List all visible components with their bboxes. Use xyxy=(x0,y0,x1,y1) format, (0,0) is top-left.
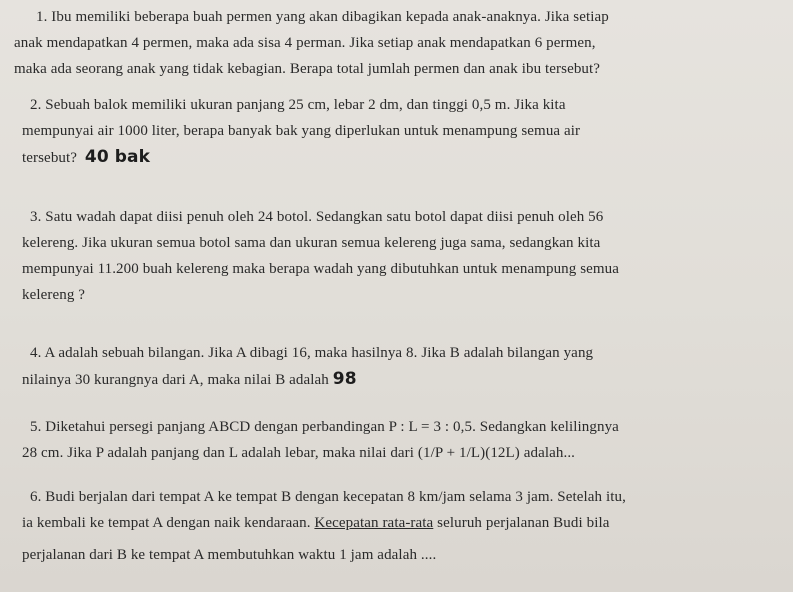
question-3-line-3: mempunyai 11.200 buah kelereng maka berapa wadah yang dibutuhkan untuk menampung semua xyxy=(22,261,620,277)
question-6-line-3: perjalanan dari B ke tempat A membutuhkan waktu 1 jam adalah .... xyxy=(22,547,437,563)
question-4-line-2 xyxy=(22,366,782,393)
question-4-line-1: 4. A adalah sebuah bilangan. Jika A dibagi 16, maka hasilnya 8. Jika B adalah bilangan yang xyxy=(30,345,594,361)
question-4-line-2-text: nilainya 30 kurangnya dari A, maka nilai B adalah xyxy=(22,372,329,388)
question-6-line-2 xyxy=(22,510,792,536)
question-1 xyxy=(14,4,784,82)
question-1-line-1: 1. Ibu memiliki beberapa buah permen yang akan dibagikan kepada anak-anaknya. Jika setiap xyxy=(36,9,609,25)
question-3 xyxy=(22,204,782,308)
question-4 xyxy=(22,340,782,393)
question-3-line-4: kelereng ? xyxy=(22,287,86,303)
question-2-line-3 xyxy=(22,144,782,171)
question-5 xyxy=(22,414,782,466)
question-2-line-1: 2. Sebuah balok memiliki ukuran panjang 25 cm, lebar 2 dm, dan tinggi 0,5 m. Jika kita xyxy=(30,97,566,113)
question-6-line-2-after: seluruh perjalanan Budi bila xyxy=(433,515,610,531)
question-5-line-2: 28 cm. Jika P adalah panjang dan L adalah lebar, maka nilai dari (1/P + 1/L)(12L) adalah... xyxy=(22,445,576,461)
question-1-line-2: anak mendapatkan 4 permen, maka ada sisa 4 perman. Jika setiap anak mendapatkan 6 permen, xyxy=(14,35,596,51)
question-6-line-1: 6. Budi berjalan dari tempat A ke tempat B dengan kecepatan 8 km/jam selama 3 jam. Setelah itu, xyxy=(30,489,626,505)
question-3-line-1: 3. Satu wadah dapat diisi penuh oleh 24 botol. Sedangkan satu botol dapat diisi penuh oleh 56 xyxy=(30,209,604,225)
question-6 xyxy=(22,484,792,568)
question-2-line-2: mempunyai air 1000 liter, berapa banyak bak yang diperlukan untuk menampung semua air xyxy=(22,123,581,139)
question-1-line-3: maka ada seorang anak yang tidak kebagian. Berapa total jumlah permen dan anak ibu tersebut? xyxy=(14,61,601,77)
question-2 xyxy=(22,92,782,171)
handwritten-answer-4: 98 xyxy=(332,369,357,389)
question-6-line-2-before: ia kembali ke tempat A dengan naik kendaraan. xyxy=(22,515,315,531)
question-3-line-2: kelereng. Jika ukuran semua botol sama dan ukuran semua kelereng juga sama, sedangkan kita xyxy=(22,235,601,251)
question-2-line-3-text: tersebut? xyxy=(22,150,78,166)
handwritten-answer-2: 40 bak xyxy=(84,147,151,167)
underlined-phrase: Kecepatan rata-rata xyxy=(314,515,434,531)
question-5-line-1: 5. Diketahui persegi panjang ABCD dengan perbandingan P : L = 3 : 0,5. Sedangkan kelilingnya xyxy=(30,419,619,435)
